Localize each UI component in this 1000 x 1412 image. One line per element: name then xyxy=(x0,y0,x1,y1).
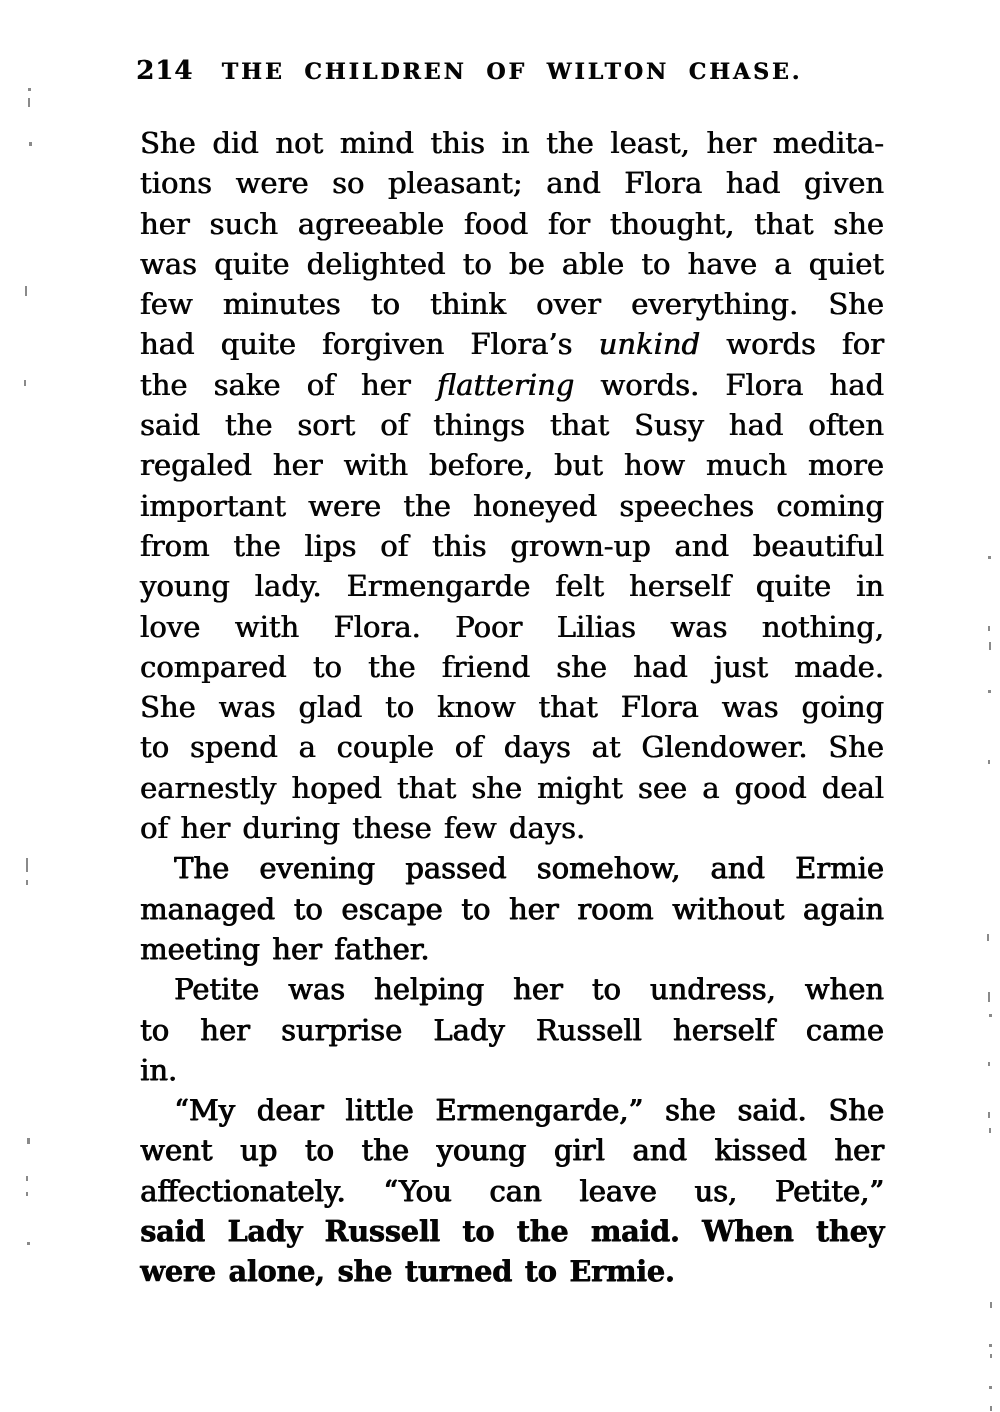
scan-artifact xyxy=(26,1176,28,1181)
scan-artifact xyxy=(988,992,990,1002)
text-line: earnestly hoped that she might see a good deal xyxy=(140,770,884,805)
scan-artifact xyxy=(988,760,990,764)
scan-artifact xyxy=(27,1242,30,1245)
paragraph xyxy=(140,848,884,969)
scan-artifact xyxy=(26,1192,28,1196)
scan-artifact xyxy=(988,690,991,693)
text-line: was quite delighted to be able to have a quiet xyxy=(140,246,884,281)
scan-artifact xyxy=(27,1138,30,1144)
scan-artifact xyxy=(989,1128,991,1133)
text-line: her such agreeable food for thought, that she xyxy=(140,206,884,241)
scan-artifact xyxy=(987,934,989,941)
text-line: young lady. Ermengarde felt herself quite in xyxy=(140,569,884,604)
text-line: She did not mind this in the least, her medita- xyxy=(140,126,884,160)
scan-artifact xyxy=(989,1014,992,1017)
text-line: from the lips of this grown-up and beautiful xyxy=(140,528,884,563)
text-line: Petite was helping her to undress, when xyxy=(174,972,884,1007)
text-line: compared to the friend she had just made. xyxy=(140,649,884,684)
scan-artifact xyxy=(988,1062,990,1066)
scan-artifact xyxy=(988,1112,990,1118)
scan-artifact xyxy=(990,1406,992,1411)
body-text xyxy=(140,123,884,1292)
scan-artifact xyxy=(28,88,31,91)
paragraph xyxy=(140,1090,884,1291)
text-line: love with Flora. Poor Lilias was nothing, xyxy=(140,609,884,644)
scan-artifact xyxy=(989,1386,992,1389)
text-line: the sake of her flattering words. Flora had xyxy=(140,367,884,402)
text-line: tions were so pleasant; and Flora had given xyxy=(140,166,884,201)
text-line: managed to escape to her room without again xyxy=(140,891,884,926)
scan-artifact xyxy=(988,556,991,559)
scan-artifact xyxy=(989,642,991,650)
page-header xyxy=(136,56,884,90)
text-line: in. xyxy=(140,1052,178,1087)
text-line: to her surprise Lady Russell herself came xyxy=(140,1012,884,1047)
scan-artifact xyxy=(29,142,32,146)
text-line: said the sort of things that Susy had often xyxy=(140,408,884,443)
text-line: had quite forgiven Flora’s unkind words for xyxy=(140,327,884,362)
text-line: meeting her father. xyxy=(140,931,430,966)
scan-artifact xyxy=(990,1354,992,1358)
text-line: said Lady Russell to the maid. When they xyxy=(140,1214,884,1249)
text-line: of her during these few days. xyxy=(140,811,586,846)
paragraph xyxy=(140,123,884,848)
scan-artifact xyxy=(25,286,27,296)
scan-artifact xyxy=(28,98,30,107)
text-line: were alone, she turned to Ermie. xyxy=(140,1254,675,1289)
text-line: to spend a couple of days at Glendower. She xyxy=(140,730,884,765)
page-number: 214 xyxy=(136,56,194,86)
scan-artifact xyxy=(24,380,26,386)
scan-artifact xyxy=(26,858,28,872)
text-line: important were the honeyed speeches coming xyxy=(140,488,884,523)
paragraph xyxy=(140,969,884,1090)
scan-artifact xyxy=(988,626,990,631)
text-line: went up to the young girl and kissed her xyxy=(140,1133,884,1168)
text-line: few minutes to think over everything. She xyxy=(140,287,884,322)
scan-artifact xyxy=(989,1344,992,1347)
scan-artifact xyxy=(26,880,28,885)
text-line: “My dear little Ermengarde,” she said. She xyxy=(174,1093,884,1128)
text-line: She was glad to know that Flora was going xyxy=(140,690,884,725)
text-line: The evening passed somehow, and Ermie xyxy=(174,851,884,886)
scan-artifact xyxy=(990,1302,992,1308)
running-title: THE CHILDREN OF WILTON CHASE. xyxy=(221,59,803,85)
text-line: affectionately. “You can leave us, Petite,” xyxy=(140,1173,884,1208)
text-line: regaled her with before, but how much more xyxy=(140,448,884,483)
